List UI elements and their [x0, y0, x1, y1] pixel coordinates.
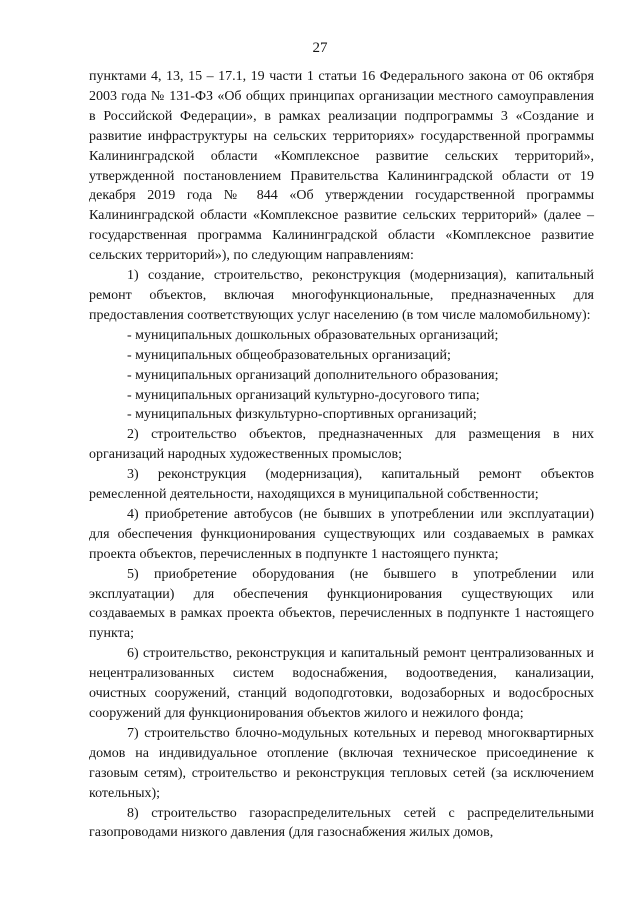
item-3-paragraph: 3) реконструкция (модернизация), капитальный ремонт объектов ремесленной деятельности, находящихся в муниципальной собственности;: [89, 467, 594, 503]
bullet-preschool: - муниципальных дошкольных образовательных организаций;: [127, 327, 499, 343]
item-2-paragraph: 2) строительство объектов, предназначенных для размещения в них организаций народных художественных промыслов;: [89, 427, 594, 463]
bullet-cultural-leisure: - муниципальных организаций культурно-досугового типа;: [127, 387, 480, 403]
item-6-paragraph: 6) строительство, реконструкция и капитальный ремонт централизованных и нецентрализованных систем водоснабжения, водоотведения, канализации, очистных сооружений, станций водоподготовки, водозаборных и водосбросных сооружений для функционирования объектов жилого и нежилого фонда;: [89, 646, 594, 721]
bullet-additional-education: - муниципальных организаций дополнительного образования;: [127, 367, 499, 383]
intro-paragraph: пунктами 4, 13, 15 – 17.1, 19 части 1 статьи 16 Федерального закона от 06 октября 2003 года № 131-ФЗ «Об общих принципах организации местного самоуправления в Российской Федерации», в рамках реализации подпрограммы 3 «Создание и развитие инфраструктуры на сельских территориях» государственной программы Калининградской области «Комплексное развитие сельских территорий», утвержденной постановлением Правительства Калининградской области от 19 декабря 2019 года № 844 «Об утверждении государственной программы Калининградской области «Комплексное развитие сельских территорий» (далее – государственная программа Калининградской области «Комплексное развитие сельских территорий»), по следующим направлениям:: [89, 69, 594, 264]
bullet-general-education: - муниципальных общеобразовательных организаций;: [127, 347, 451, 363]
item-5-paragraph: 5) приобретение оборудования (не бывшего в употреблении или эксплуатации) для обеспечения функционирования существующих или создаваемых в рамках проекта объектов, перечисленных в подпункте 1 настоящего пункта;: [89, 566, 594, 642]
item-4-paragraph: 4) приобретение автобусов (не бывших в употреблении или эксплуатации) для обеспечения функционирования существующих или создаваемых в рамках проекта объектов, перечисленных в подпункте 1 настоящего пункта;: [89, 506, 594, 562]
item-1-paragraph: 1) создание, строительство, реконструкция (модернизация), капитальный ремонт объектов, включая многофункциональные, предназначенных для предоставления соответствующих услуг населению (в том числе маломобильному):: [89, 268, 594, 323]
document-body: [89, 67, 594, 843]
item-8-paragraph: 8) строительство газораспределительных сетей с распределительными газопроводами низкого давления (для газоснабжения жилых домов,: [89, 805, 594, 841]
bullet-sports: - муниципальных физкультурно-спортивных организаций;: [127, 407, 477, 423]
item-7-paragraph: 7) строительство блочно-модульных котельных и перевод многоквартирных домов на индивидуальное отопление (включая техническое присоединение к газовым сетям), строительство и реконструкция тепловых сетей (за исключением котельных);: [89, 725, 594, 801]
page-number: 27: [312, 40, 328, 56]
